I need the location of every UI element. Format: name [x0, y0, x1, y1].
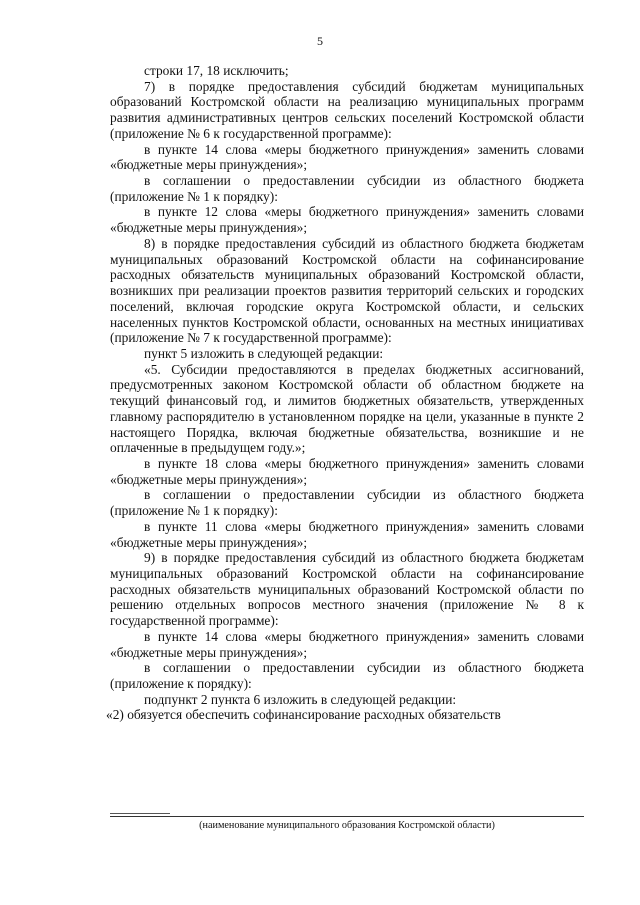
paragraph: в пункте 14 слова «меры бюджетного принуждения» заменить словами «бюджетные меры принуждения»;: [110, 628, 584, 660]
paragraph: 8) в порядке предоставления субсидий из областного бюджета бюджетам муниципальных образований Костромской области на софинансирование расходных обязательств муниципальных образований Костромской области, возникших при реализации проектов развития территорий сельских и городских поселений, включая городские округа Костромской области, и сельских населенных пунктов Костромской области, основанных на местных инициативах (приложение № 7 к государственной программе):: [110, 235, 584, 346]
paragraph: 7) в порядке предоставления субсидий бюджетам муниципальных образований Костромской области на реализацию муниципальных программ развития административных центров сельских поселений Костромской области (приложение № 6 к государственной программе):: [110, 78, 584, 141]
signature-line-dash: [110, 813, 170, 814]
paragraph: в пункте 14 слова «меры бюджетного принуждения» заменить словами «бюджетные меры принуждения»;: [110, 141, 584, 173]
paragraph: в пункте 11 слова «меры бюджетного принуждения» заменить словами «бюджетные меры принуждения»;: [110, 518, 584, 550]
underline-field: [110, 816, 584, 817]
paragraph: в пункте 12 слова «меры бюджетного принуждения» заменить словами «бюджетные меры принуждения»;: [110, 204, 584, 236]
paragraph: в соглашении о предоставлении субсидии из областного бюджета (приложение к порядку):: [110, 660, 584, 692]
paragraph: «2) обязуется обеспечить софинансирование расходных обязательств: [106, 707, 501, 723]
paragraph: в соглашении о предоставлении субсидии из областного бюджета (приложение № 1 к порядку):: [110, 487, 584, 519]
paragraph: в пункте 18 слова «меры бюджетного принуждения» заменить словами «бюджетные меры принуждения»;: [110, 455, 584, 487]
paragraph: 9) в порядке предоставления субсидий из областного бюджета бюджетам муниципальных образований Костромской области на софинансирование расходных обязательств муниципальных образований Костромской области по решению отдельных вопросов местного значения (приложение № 8 к государственной программе):: [110, 550, 584, 629]
paragraph: в соглашении о предоставлении субсидии из областного бюджета (приложение № 1 к порядку):: [110, 173, 584, 204]
page-number: 5: [317, 34, 323, 48]
paragraph: строки 17, 18 исключить;: [144, 63, 289, 78]
paragraph: «5. Субсидии предоставляются в пределах бюджетных ассигнований, предусмотренных законом Костромской области об областном бюджете на текущий финансовый год, и лимитов бюджетных обязательств, утвержденных главному распорядителю в установленном порядке на цели, указанные в пункте 2 настоящего Порядка, включая бюджетные обязательства, возникшие и не оплаченные в предыдущем году.»;: [110, 361, 584, 456]
document-body: [106, 63, 584, 723]
footnote-caption: (наименование муниципального образования Костромской области): [199, 820, 495, 831]
paragraph: пункт 5 изложить в следующей редакции:: [144, 345, 384, 361]
paragraph: подпункт 2 пункта 6 изложить в следующей редакции:: [144, 691, 457, 707]
